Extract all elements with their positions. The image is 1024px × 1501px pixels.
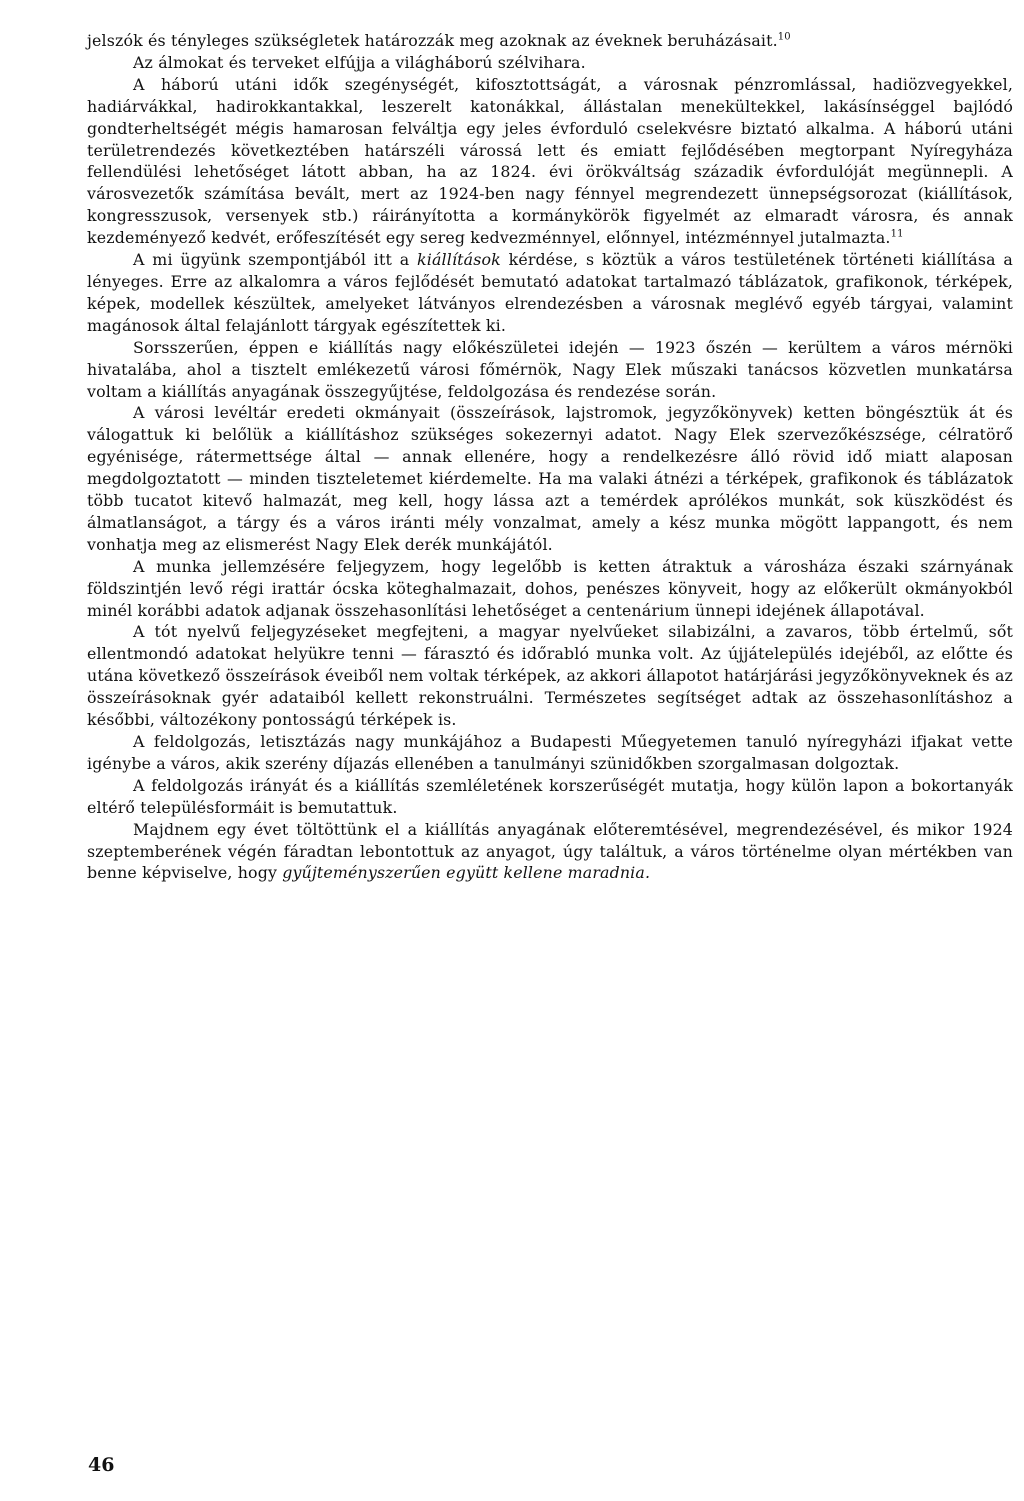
paragraph-text: A tót nyelvű feljegyzéseket megfejteni, a magyar nyelvűeket silabizálni, a zavaros, több értelmű, sőt ellentmondó adatokat helyükre tenni — fárasztó és időrabló munka volt. Az újjátelepülés idejéből, az előtte és utána következő összeírások éveiből nem voltak térképek, az akkori állapotot határjárási jegyzőkönyveknek és az összeírásoknak gyér adataiból kellett rekonstruálni. Természetes segítséget adtak az összehasonlításhoz a későbbi, változékony pontosságú térképek is. [87, 622, 1013, 730]
paragraph-text: A feldolgozás irányát és a kiállítás szemléletének korszerűségét mutatja, hogy külön lapon a bokortanyák eltérő településformáit is bemutattuk. [87, 775, 1013, 817]
paragraph-4 [87, 249, 1013, 337]
paragraph-text: A mi ügyünk szempontjából itt a [133, 250, 418, 270]
paragraph-1 [87, 30, 1013, 52]
paragraph-text: A városi levéltár eredeti okmányait (összeírások, lajstromok, jegyzőkönyvek) ketten böngésztük át és válogattuk ki belőlük a kiállításhoz szükséges sokezernyi adatot. Nagy Elek szervezőkészsége, célratörő egyénisége, rátermettsége által — annak ellenére, hogy a rendelkezésre álló rövid idő miatt alaposan megdolgoztatott — minden tiszteletemet kiérdemelte. Ha ma valaki átnézi a térképek, grafikonok és táblázatok több tucatot kitevő halmazát, meg kell, hogy lássa azt a temérdek aprólékos munkát, sok küszködést és álmatlanságot, a tárgy és a város iránti mély vonzalmat, amely a kész munka mögött lappangott, és nem vonhatja meg az elismerést Nagy Elek derék munkájától. [87, 403, 1013, 554]
footnote-ref: 11 [890, 228, 904, 240]
paragraph-text: A háború utáni idők szegénységét, kifosztottságát, a városnak pénzromlással, hadiözvegyekkel, hadiárvákkal, hadirokkantakkal, leszerelt katonákkal, állástalan menekültekkel, lakásínséggel bajlódó gondterheltségét mégis hamarosan felváltja egy jeles évforduló cselekvésre biztató alkalma. A háború utáni területrendezés következtében határszéli várossá lett és emiatt fejlődésében megtorpant Nyíregyháza fellendülési lehetőséget látott abban, ha az 1824. évi örökváltság századik évfordulóját megünnepli. A városvezetők számítása bevált, mert az 1924-ben nagy fénnyel megrendezett ünnepségsorozat (kiállítások, kongresszusok, versenyek stb.) ráirányította a kormánykörök figyelmét az elmaradt városra, és annak kezdeményező kedvét, erőfeszítését egy sereg kedvezménnyel, előnnyel, intézménnyel jutalmazta. [87, 74, 1013, 248]
paragraph-6 [87, 402, 1013, 555]
paragraph-10 [87, 775, 1013, 819]
emphasis-text: gyűjteményszerűen együtt kellene maradnia. [282, 863, 651, 883]
paragraph-text: A munka jellemzésére feljegyzem, hogy legelőbb is ketten átraktuk a városháza északi szárnyának földszintjén levő régi irattár ócska köteghalmazait, dohos, penészes könyveit, hogy az előkerült okmányokból minél korábbi adatok adjanak összehasonlítási lehetőséget a centenárium ünnepi idejének állapotával. [87, 556, 1013, 620]
paragraph-2 [87, 52, 1013, 74]
paragraph-7 [87, 556, 1013, 622]
paragraph-3 [87, 74, 1013, 249]
paragraph-text: Sorsszerűen, éppen e kiállítás nagy előkészületei idején — 1923 őszén — kerültem a város mérnöki hivatalába, ahol a tisztelt emlékezetű városi főmérnök, Nagy Elek műszaki tanácsos közvetlen munkatársa voltam a kiállítás anyagának összegyűjtése, feldolgozása és rendezése során. [87, 337, 1013, 401]
footnote-ref: 10 [777, 31, 791, 43]
paragraph-5 [87, 337, 1013, 403]
page-number: 46 [88, 1454, 115, 1476]
paragraph-text: Majdnem egy évet töltöttünk el a kiállítás anyagának előteremtésével, megrendezésével, és mikor 1924 szeptemberének végén fáradtan lebontottuk az anyagot, úgy találtuk, a város történelme olyan mértékben van benne képviselve, hogy [87, 819, 1013, 883]
paragraph-text: Az álmokat és terveket elfújja a világháború szélvihara. [133, 52, 586, 72]
paragraph-text: A feldolgozás, letisztázás nagy munkájához a Budapesti Műegyetemen tanuló nyíregyházi ifjakat vette igénybe a város, akik szerény díjazás ellenében a tanulmányi szünidőkben szorgalmasan dolgoztak. [87, 732, 1013, 773]
paragraph-11 [87, 819, 1013, 885]
emphasis-text: kiállítások [417, 250, 501, 270]
paragraph-9 [87, 731, 1013, 775]
paragraph-text: kérdése, s köztük a város testületének történeti kiállítása a lényeges. Erre az alkalomra a város fejlődését bemutató adatokat tartalmazó táblázatok, grafikonok, térképek, képek, modellek készültek, amelyeket látványos elrendezésben a városnak meglévő egyéb tárgyai, valamint magánosok által felajánlott tárgyak egészítettek ki. [87, 250, 1013, 335]
paragraph-text: jelszók és tényleges szükségletek határozzák meg azoknak az éveknek beruházásait. [87, 31, 778, 50]
page-body [87, 30, 1013, 884]
paragraph-8 [87, 621, 1013, 731]
